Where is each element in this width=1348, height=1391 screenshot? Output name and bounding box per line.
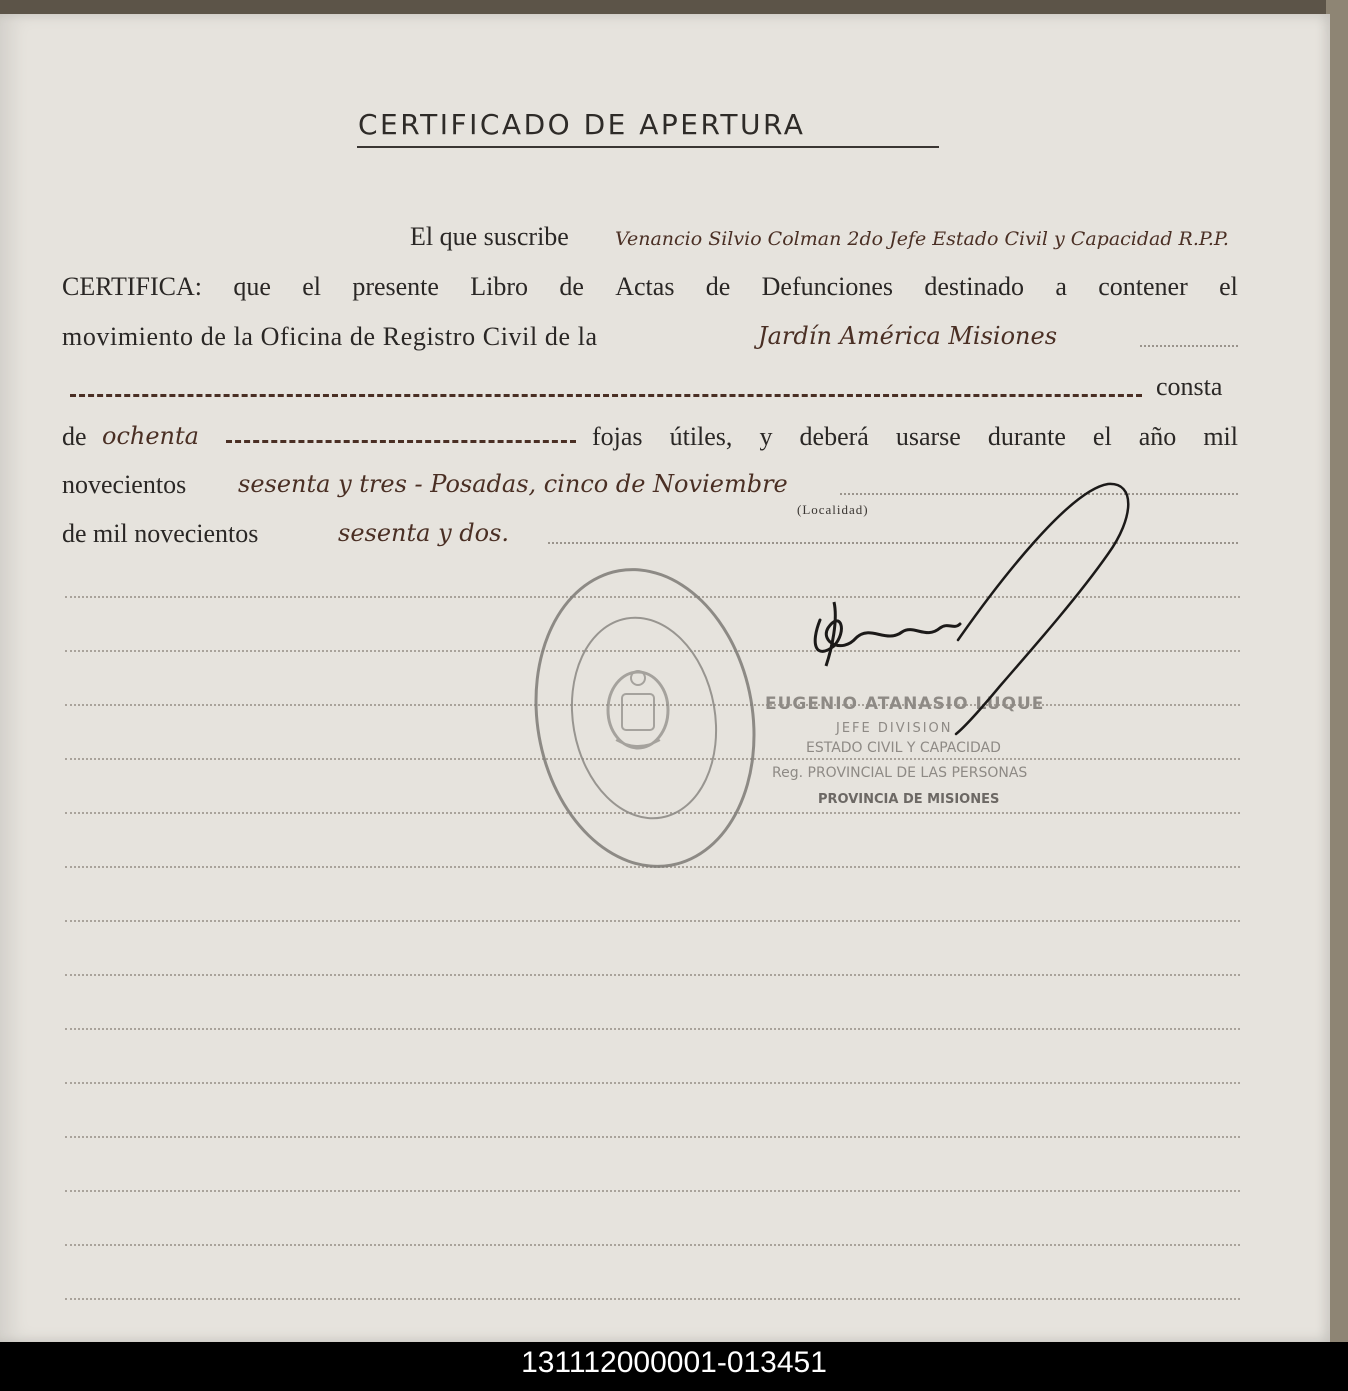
title-underline [357, 146, 939, 148]
de-label: de [62, 422, 87, 451]
word: de [705, 272, 731, 301]
ruled-line [65, 1190, 1240, 1192]
ruled-line [65, 1244, 1240, 1246]
image-id-caption: 131112000001-013451 [521, 1346, 827, 1379]
ruled-line [65, 1298, 1240, 1300]
fojas-handwritten: ochenta [102, 422, 199, 450]
signatory-handwritten: Venancio Silvio Colman 2do Jefe Estado Civil y Capacidad R.P.P. [615, 228, 1229, 250]
mil-novecientos-label: de mil novecientos [62, 519, 259, 548]
certificate-title: CERTIFICADO DE APERTURA [358, 108, 806, 141]
word: a [1055, 272, 1067, 301]
year-place-date-handwritten: sesenta y tres - Posadas, cinco de Noviembre [238, 470, 788, 498]
official-department: ESTADO CIVIL Y CAPACIDAD [806, 740, 1001, 756]
official-province: PROVINCIA DE MISIONES [818, 792, 1000, 807]
ruled-line [65, 1136, 1240, 1138]
certifica-line [62, 272, 1238, 302]
handwritten-signature [790, 470, 1150, 760]
consta-label: consta [1156, 372, 1223, 401]
official-registry: Reg. PROVINCIAL DE LAS PERSONAS [772, 765, 1028, 781]
fill-dots [1140, 345, 1238, 347]
word: CERTIFICA: [62, 272, 203, 301]
handwritten-dash-fill [70, 394, 1142, 397]
ruled-line [65, 974, 1240, 976]
official-name: EUGENIO ATANASIO LUQUE [765, 694, 1045, 714]
oficina-handwritten: Jardín América Misiones [758, 322, 1058, 350]
suscribe-label: El que suscribe [410, 222, 569, 251]
oficina-line: movimiento de la Oficina de Registro Civil de la [62, 322, 598, 351]
word: destinado [924, 272, 1025, 301]
handwritten-dash-fill [226, 440, 576, 443]
word: el [302, 272, 321, 301]
word: que [233, 272, 271, 301]
word: el [1219, 272, 1238, 301]
word: de [559, 272, 584, 301]
word: Defunciones [761, 272, 894, 301]
word: Actas [615, 272, 675, 301]
word: presente [352, 272, 439, 301]
ruled-line [65, 1028, 1240, 1030]
word: Libro [470, 272, 529, 301]
year-handwritten: sesenta y dos. [338, 519, 510, 547]
ruled-line [65, 920, 1240, 922]
official-title: JEFE DIVISION [836, 721, 953, 736]
ruled-line [65, 1082, 1240, 1084]
fojas-line: fojas útiles, y deberá usarse durante el año mil [592, 422, 1238, 451]
localidad-label: (Localidad) [797, 502, 869, 517]
novecientos-label: novecientos [62, 470, 187, 499]
coat-of-arms-icon [596, 660, 680, 756]
word: contener [1098, 272, 1188, 301]
